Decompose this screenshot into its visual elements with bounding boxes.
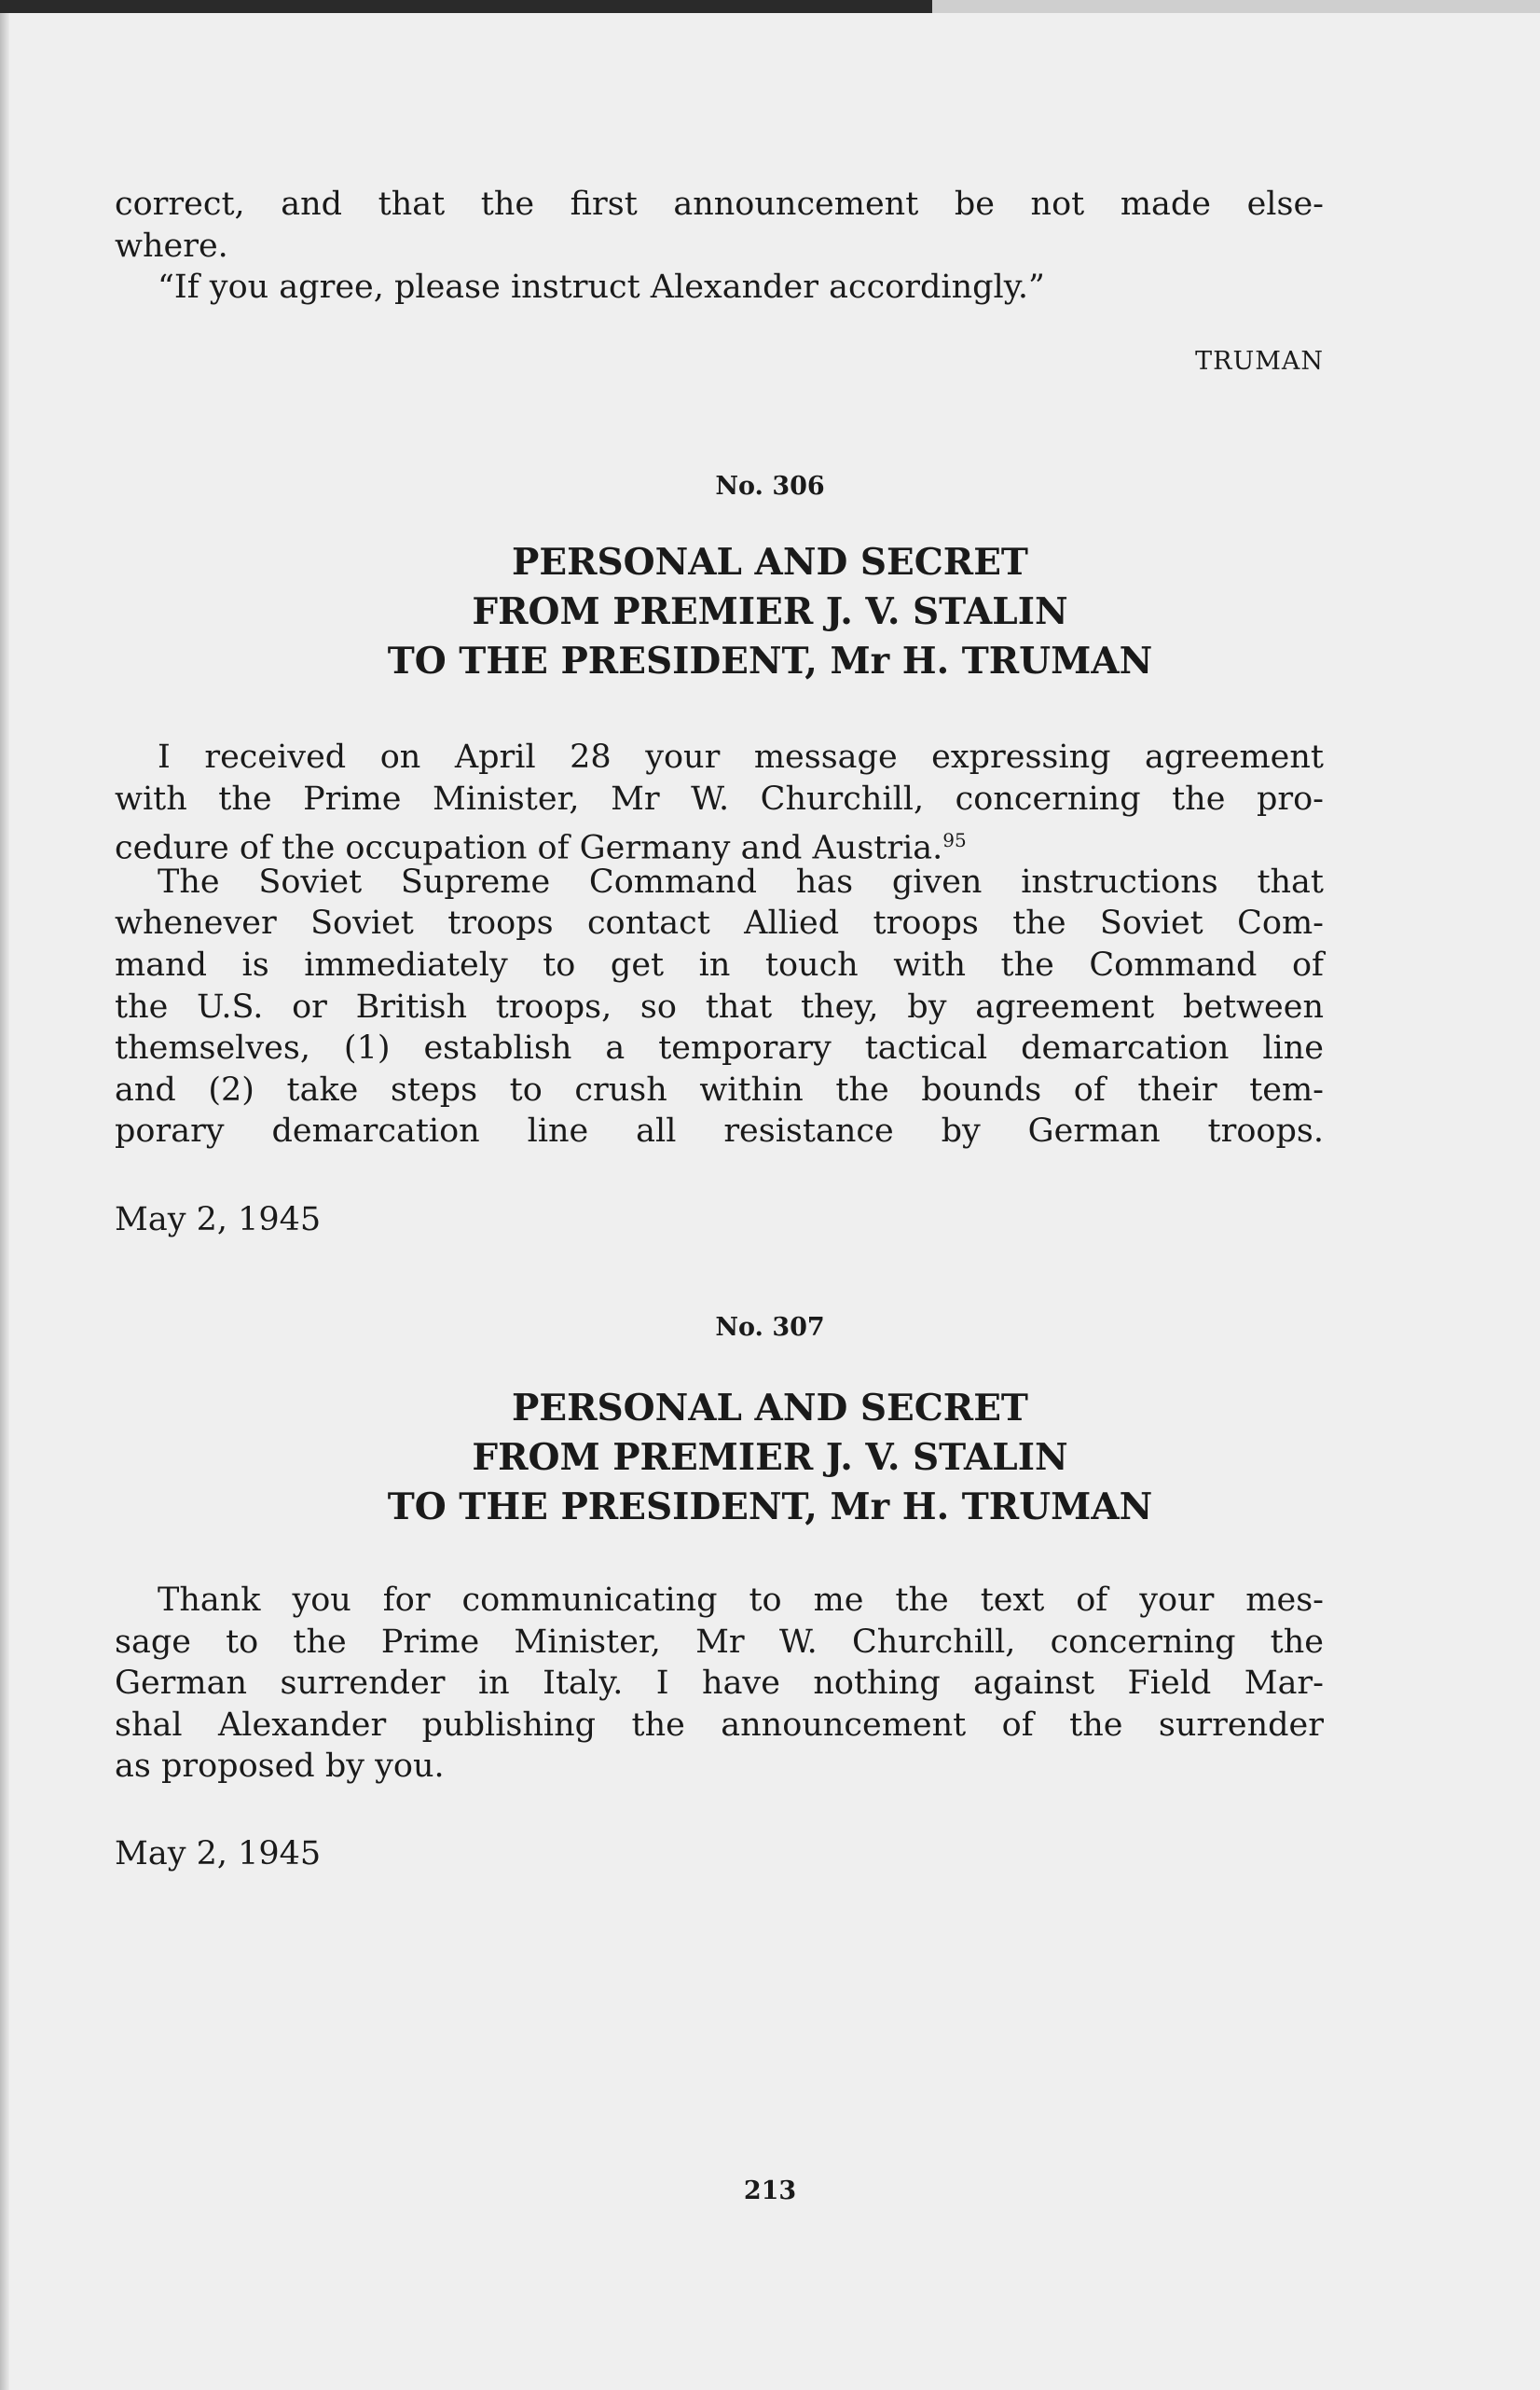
scan-top-edge (0, 0, 1540, 13)
message-heading (0, 538, 1540, 686)
footnote-ref: 95 (942, 829, 967, 852)
heading-line: FROM PREMIER J. V. STALIN (472, 1436, 1068, 1479)
intro-paragraph (115, 184, 1324, 309)
message-date: May 2, 1945 (115, 1835, 322, 1872)
heading-line: PERSONAL AND SECRET (512, 541, 1028, 584)
signature: TRUMAN (1195, 347, 1324, 376)
text-line: correct, and that the first announcement be not made else- (115, 186, 1324, 223)
message-number: No. 307 (715, 1313, 825, 1342)
text-line: whenever Soviet troops contact Allied troops the Soviet Com- (115, 905, 1324, 943)
heading-line: TO THE PRESIDENT, Mr H. TRUMAN (387, 1485, 1153, 1528)
text-line: sage to the Prime Minister, Mr W. Churchill, concerning the (115, 1623, 1324, 1661)
heading-line: PERSONAL AND SECRET (512, 1387, 1028, 1430)
text-line (115, 820, 1324, 867)
message-body (115, 737, 1324, 1153)
text: cedure of the occupation of Germany and Austria. (115, 829, 943, 867)
text-line: mand is immediately to get in touch with the Command of (115, 946, 1324, 984)
text-line: themselves, (1) establish a temporary tactical demarcation line (115, 1029, 1324, 1068)
page-number: 213 (743, 2176, 797, 2205)
heading-line: TO THE PRESIDENT, Mr H. TRUMAN (387, 640, 1153, 683)
message-body (115, 1580, 1324, 1788)
text-line: Thank you for communicating to me the text of your mes- (158, 1582, 1324, 1619)
text-line: shal Alexander publishing the announcement of the surrender (115, 1706, 1324, 1744)
message-heading (0, 1384, 1540, 1532)
heading-line: FROM PREMIER J. V. STALIN (472, 590, 1068, 633)
text-line: and (2) take steps to crush within the bounds of their tem- (115, 1071, 1324, 1109)
text-line: The Soviet Supreme Command has given instructions that (158, 863, 1324, 901)
page-left-edge (0, 13, 9, 2390)
text-line: the U.S. or British troops, so that they, by agreement between (115, 988, 1324, 1026)
text-line: where. (115, 227, 228, 265)
text-line: “If you agree, please instruct Alexander accordingly.” (158, 269, 1045, 307)
text-line: with the Prime Minister, Mr W. Churchill, concerning the pro- (115, 780, 1324, 818)
message-date: May 2, 1945 (115, 1201, 322, 1238)
text-line: porary demarcation line all resistance by German troops. (115, 1112, 1324, 1151)
message-number: No. 306 (715, 472, 825, 501)
text-line: as proposed by you. (115, 1748, 445, 1786)
text-line: I received on April 28 your message expressing agreement (158, 739, 1324, 776)
text-line: German surrender in Italy. I have nothing against Field Mar- (115, 1665, 1324, 1703)
